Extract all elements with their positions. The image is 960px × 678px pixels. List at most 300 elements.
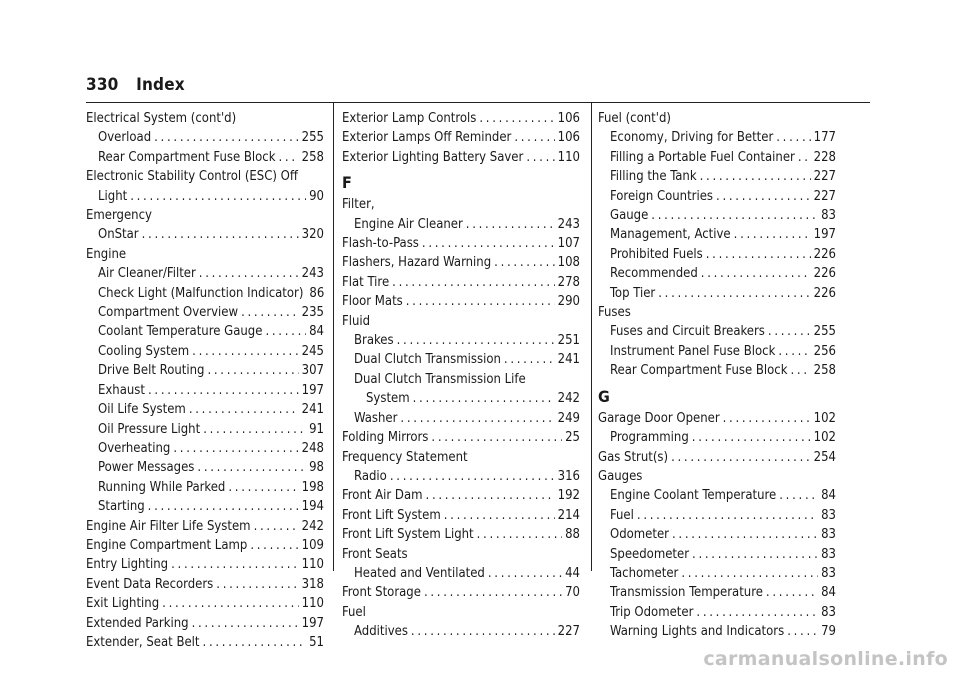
page-reference: 25 <box>565 430 580 446</box>
index-entry <box>86 128 324 147</box>
index-entry <box>86 264 324 283</box>
page-reference: 83 <box>821 546 836 562</box>
dot-leader <box>526 148 554 167</box>
dot-leader <box>700 167 811 186</box>
dot-leader <box>466 215 555 234</box>
index-entry <box>598 525 836 544</box>
page-reference: 245 <box>301 343 324 359</box>
dot-leader <box>397 331 555 350</box>
page-reference: 227 <box>557 624 580 640</box>
index-entry <box>598 506 836 525</box>
entry-label: Additives <box>354 624 408 640</box>
dot-leader <box>413 389 555 408</box>
dot-leader <box>216 575 298 594</box>
dot-leader <box>637 506 818 525</box>
page-reference: 316 <box>557 468 580 484</box>
page-reference: 102 <box>813 410 836 426</box>
index-entry <box>598 245 836 264</box>
page-reference: 91 <box>309 421 324 437</box>
entry-label: Front Storage <box>342 585 421 601</box>
page-reference: 110 <box>301 596 324 612</box>
dot-leader <box>254 517 299 536</box>
index-entry <box>342 409 580 428</box>
entry-label: Oil Pressure Light <box>98 421 201 437</box>
index-entry <box>342 312 580 331</box>
index-entry <box>342 234 580 253</box>
entry-label: Recommended <box>610 266 698 282</box>
index-entry <box>86 225 324 244</box>
dot-leader <box>671 448 811 467</box>
dot-leader <box>701 264 811 283</box>
index-entry <box>342 292 580 311</box>
index-entry <box>342 195 580 214</box>
dot-leader <box>203 420 306 439</box>
index-entry <box>86 439 324 458</box>
entry-label: Engine Air Filter Life System <box>86 518 251 534</box>
index-entry <box>86 517 324 536</box>
dot-leader <box>787 622 818 641</box>
index-entry <box>86 633 324 652</box>
index-entry <box>598 564 836 583</box>
page-reference: 258 <box>301 149 324 165</box>
dot-leader <box>406 292 555 311</box>
dot-leader <box>734 225 811 244</box>
index-entry <box>598 322 836 341</box>
entry-label: Overload <box>98 130 152 146</box>
page-number: 330 <box>86 75 119 95</box>
page-reference: 235 <box>301 305 324 321</box>
dot-leader <box>494 253 555 272</box>
index-entry <box>86 497 324 516</box>
dot-leader <box>197 458 306 477</box>
index-entry <box>86 614 324 633</box>
dot-leader <box>148 381 299 400</box>
dot-leader <box>400 409 554 428</box>
page-reference: 98 <box>309 460 324 476</box>
entry-label: Programming <box>610 430 689 446</box>
entry-label: Prohibited Fuels <box>610 246 703 262</box>
dot-leader <box>279 148 299 167</box>
index-entry <box>598 109 836 128</box>
entry-label: Power Messages <box>98 460 195 476</box>
entry-label: Rear Compartment Fuse Block <box>610 363 788 379</box>
dot-leader <box>692 545 818 564</box>
index-column-1 <box>86 109 324 652</box>
entry-label: Gas Strut(s) <box>598 449 669 465</box>
index-entry <box>598 187 836 206</box>
index-entry <box>598 148 836 167</box>
page-reference: 70 <box>565 585 580 601</box>
index-entry <box>598 467 836 486</box>
page-reference: 84 <box>309 324 324 340</box>
index-entry <box>86 458 324 477</box>
dot-leader <box>173 439 298 458</box>
section-letter: G <box>598 386 610 406</box>
dot-leader <box>192 614 299 633</box>
page-reference: 83 <box>821 604 836 620</box>
dot-leader <box>392 273 555 292</box>
entry-label: Coolant Temperature Gauge <box>98 324 263 340</box>
index-entry <box>342 128 580 147</box>
entry-label: Dual Clutch Transmission Life <box>354 371 526 387</box>
index-entry <box>598 409 836 428</box>
page-reference: 83 <box>821 565 836 581</box>
entry-label: Tachometer <box>610 565 679 581</box>
index-entry <box>86 206 324 225</box>
index-entry <box>598 225 836 244</box>
page-reference: 290 <box>557 294 580 310</box>
index-column-2 <box>342 109 580 642</box>
entry-label: Extender, Seat Belt <box>86 634 200 650</box>
dot-leader <box>651 206 818 225</box>
page-reference: 243 <box>301 266 324 282</box>
index-entry <box>598 206 836 225</box>
dot-leader <box>776 128 810 147</box>
entry-label: Foreign Countries <box>610 188 714 204</box>
index-entry <box>342 622 580 641</box>
page-reference: 44 <box>565 565 580 581</box>
index-entry <box>598 264 836 283</box>
index-entry <box>598 545 836 564</box>
dot-leader <box>766 583 818 602</box>
entry-label: Top Tier <box>610 285 656 301</box>
entry-label: Electronic Stability Control (ESC) Off <box>86 169 298 185</box>
index-entry <box>86 148 324 167</box>
dot-leader <box>692 428 811 447</box>
index-entry <box>342 331 580 350</box>
index-entry <box>86 381 324 400</box>
entry-label: Exterior Lamp Controls <box>342 111 477 126</box>
entry-label: Trip Odometer <box>610 604 694 620</box>
entry-label: Transmission Temperature <box>610 585 763 601</box>
index-entry <box>598 583 836 602</box>
entry-label: System <box>366 391 410 407</box>
entry-label: Compartment Overview <box>98 305 239 321</box>
page-reference: 278 <box>557 274 580 290</box>
entry-label: Heated and Ventilated <box>354 565 485 581</box>
page-reference: 226 <box>813 246 836 262</box>
dot-leader <box>431 428 562 447</box>
entry-label: Speedometer <box>610 546 690 562</box>
dot-leader <box>479 109 554 128</box>
entry-label: Floor Mats <box>342 294 403 310</box>
dot-leader <box>672 525 818 544</box>
page-reference: 256 <box>813 343 836 359</box>
entry-label: Fuses <box>598 305 631 321</box>
dot-leader <box>390 467 555 486</box>
entry-label: Folding Mirrors <box>342 430 429 446</box>
entry-label: Washer <box>354 410 398 426</box>
dot-leader <box>488 564 562 583</box>
entry-label: Light <box>98 188 128 204</box>
dot-leader <box>154 128 299 147</box>
page-reference: 243 <box>557 216 580 232</box>
dot-leader <box>477 525 562 544</box>
entry-label: Front Seats <box>342 546 408 562</box>
entry-label: Flat Tire <box>342 274 390 290</box>
index-entry <box>342 370 580 389</box>
dot-leader <box>192 342 299 361</box>
dot-leader <box>250 536 298 555</box>
page-reference: 90 <box>309 188 324 204</box>
entry-label: Economy, Driving for Better <box>610 130 774 146</box>
page-reference: 307 <box>301 363 324 379</box>
index-entry <box>86 342 324 361</box>
entry-label: Gauge <box>610 208 649 224</box>
index-entry <box>342 273 580 292</box>
page-reference: 198 <box>301 479 324 495</box>
entry-label: Overheating <box>98 440 171 456</box>
dot-leader <box>681 564 818 583</box>
page-reference: 226 <box>813 266 836 282</box>
entry-label: Exterior Lamps Off Reminder <box>342 130 512 146</box>
dot-leader <box>199 264 299 283</box>
page-reference: 107 <box>557 236 580 252</box>
page-reference: 197 <box>301 615 324 631</box>
index-entry <box>86 361 324 380</box>
index-entry <box>86 303 324 322</box>
dot-leader <box>189 400 299 419</box>
dot-leader <box>723 409 811 428</box>
index-entry <box>86 322 324 341</box>
page-reference: 110 <box>557 149 580 165</box>
index-entry <box>86 478 324 497</box>
dot-leader <box>504 350 555 369</box>
page-reference: 241 <box>557 352 580 368</box>
dot-leader <box>444 506 555 525</box>
index-entry <box>598 622 836 641</box>
index-entry <box>342 448 580 467</box>
dot-leader <box>658 284 810 303</box>
page-reference: 83 <box>821 507 836 523</box>
index-entry <box>342 467 580 486</box>
section-letter: F <box>342 173 352 193</box>
page-reference: 106 <box>557 111 580 126</box>
dot-leader <box>424 583 562 602</box>
dot-leader <box>778 342 810 361</box>
entry-label: Fuel <box>342 604 366 620</box>
entry-label: Frequency Statement <box>342 449 468 465</box>
entry-label: Dual Clutch Transmission <box>354 352 501 368</box>
page-header <box>86 75 185 95</box>
entry-label: Flashers, Hazard Warning <box>342 255 492 271</box>
dot-leader <box>716 187 811 206</box>
entry-label: Fuel <box>610 507 634 523</box>
index-entry <box>86 284 324 303</box>
dot-leader <box>411 622 555 641</box>
index-entry <box>342 545 580 564</box>
watermark: carmanualsonline.info <box>703 648 948 670</box>
entry-label: Exit Lighting <box>86 596 160 612</box>
entry-label: Garage Door Opener <box>598 410 720 426</box>
page-reference: 255 <box>813 324 836 340</box>
entry-label: Oil Life System <box>98 402 186 418</box>
dot-leader <box>142 225 299 244</box>
index-entry <box>598 448 836 467</box>
index-entry <box>86 555 324 574</box>
page-title: Index <box>136 75 185 95</box>
page-reference: 227 <box>813 169 836 185</box>
index-entry <box>342 564 580 583</box>
entry-label: Gauges <box>598 468 643 484</box>
entry-label: Engine Compartment Lamp <box>86 537 248 553</box>
entry-label: Exhaust <box>98 382 145 398</box>
entry-label: Front Lift System Light <box>342 527 474 543</box>
dot-leader <box>207 361 298 380</box>
page-reference: 318 <box>301 576 324 592</box>
page-reference: 197 <box>813 227 836 243</box>
page-reference: 227 <box>813 188 836 204</box>
page-reference: 83 <box>821 208 836 224</box>
page-reference: 51 <box>309 634 324 650</box>
entry-label: Front Lift System <box>342 507 441 523</box>
entry-label: Brakes <box>354 333 394 349</box>
page-reference: 255 <box>301 130 324 146</box>
index-entry <box>342 253 580 272</box>
page-reference: 79 <box>821 624 836 640</box>
entry-label: Cooling System <box>98 343 190 359</box>
entry-label: Emergency <box>86 208 152 224</box>
index-entry <box>342 389 580 408</box>
page-reference: 251 <box>557 333 580 349</box>
index-entry <box>342 148 580 167</box>
entry-label: Front Air Dam <box>342 488 423 504</box>
page-reference: 177 <box>813 130 836 146</box>
entry-label: Odometer <box>610 527 669 543</box>
entry-label: Engine <box>86 246 127 262</box>
page-reference: 197 <box>301 382 324 398</box>
index-entry <box>86 575 324 594</box>
column-divider <box>591 103 592 571</box>
page-reference: 226 <box>813 285 836 301</box>
page-reference: 248 <box>301 440 324 456</box>
dot-leader <box>265 322 306 341</box>
entry-label: OnStar <box>98 227 139 243</box>
dot-leader <box>798 148 811 167</box>
index-entry <box>342 603 580 622</box>
entry-label: Fuel (cont'd) <box>598 111 671 126</box>
dot-leader <box>696 603 818 622</box>
index-entry <box>342 486 580 505</box>
entry-label: Running While Parked <box>98 479 226 495</box>
page-reference: 84 <box>821 488 836 504</box>
entry-label: Starting <box>98 499 145 515</box>
page-reference: 249 <box>557 410 580 426</box>
entry-label: Filter, <box>342 197 375 213</box>
page-reference: 106 <box>557 130 580 146</box>
page-reference: 102 <box>813 430 836 446</box>
index-entry <box>86 167 324 186</box>
index-entry <box>86 536 324 555</box>
dot-leader <box>171 555 299 574</box>
page-reference: 228 <box>813 149 836 165</box>
dot-leader <box>241 303 299 322</box>
entry-label: Engine Air Cleaner <box>354 216 463 232</box>
page-reference: 194 <box>301 499 324 515</box>
index-entry <box>598 361 836 380</box>
index-entry <box>342 350 580 369</box>
page-reference: 258 <box>813 363 836 379</box>
dot-leader <box>779 486 818 505</box>
page-reference: 241 <box>301 402 324 418</box>
dot-leader <box>203 633 307 652</box>
page-reference: 84 <box>821 585 836 601</box>
index-entry <box>342 506 580 525</box>
index-entry <box>598 603 836 622</box>
index-entry <box>598 303 836 322</box>
dot-leader <box>514 128 554 147</box>
dot-leader <box>148 497 299 516</box>
page-reference: 242 <box>301 518 324 534</box>
header-rule <box>86 102 870 103</box>
page-reference: 109 <box>301 537 324 553</box>
entry-label: Check Light (Malfunction Indicator) <box>98 285 304 301</box>
index-entry <box>598 428 836 447</box>
index-entry <box>86 594 324 613</box>
page-reference: 242 <box>557 391 580 407</box>
page-reference: 214 <box>557 507 580 523</box>
index-entry <box>598 486 836 505</box>
index-entry <box>86 109 324 128</box>
index-entry <box>86 187 324 206</box>
dot-leader <box>422 234 555 253</box>
dot-leader <box>706 245 811 264</box>
entry-label: Event Data Recorders <box>86 576 214 592</box>
index-entry <box>342 109 580 128</box>
entry-label: Electrical System (cont'd) <box>86 111 237 126</box>
page-reference: 320 <box>301 227 324 243</box>
page-reference: 88 <box>565 527 580 543</box>
entry-label: Filling the Tank <box>610 169 697 185</box>
index-entry <box>86 245 324 264</box>
index-entry <box>342 583 580 602</box>
entry-label: Exterior Lighting Battery Saver <box>342 149 524 165</box>
page-reference: 110 <box>301 557 324 573</box>
entry-label: Engine Coolant Temperature <box>610 488 777 504</box>
dot-leader <box>791 361 811 380</box>
index-entry <box>342 428 580 447</box>
dot-leader <box>130 187 306 206</box>
index-entry <box>598 128 836 147</box>
index-entry <box>598 342 836 361</box>
page-reference: 108 <box>557 255 580 271</box>
dot-leader <box>426 486 555 505</box>
index-entry <box>342 525 580 544</box>
dot-leader <box>768 322 811 341</box>
dot-leader <box>162 594 299 613</box>
entry-label: Instrument Panel Fuse Block <box>610 343 776 359</box>
entry-label: Warning Lights and Indicators <box>610 624 785 640</box>
page-reference: 83 <box>821 527 836 543</box>
entry-label: Flash-to-Pass <box>342 236 419 252</box>
page-reference: 86 <box>309 285 325 301</box>
entry-label: Drive Belt Routing <box>98 363 205 379</box>
entry-label: Air Cleaner/Filter <box>98 266 196 282</box>
index-entry <box>86 420 324 439</box>
entry-label: Entry Lighting <box>86 557 169 573</box>
index-entry <box>86 400 324 419</box>
page-reference: 192 <box>557 488 580 504</box>
entry-label: Fluid <box>342 313 371 329</box>
column-divider <box>333 103 334 571</box>
entry-label: Radio <box>354 468 387 484</box>
index-column-3 <box>598 109 836 642</box>
index-entry <box>598 284 836 303</box>
index-entry <box>598 167 836 186</box>
entry-label: Rear Compartment Fuse Block <box>98 149 276 165</box>
entry-label: Management, Active <box>610 227 731 243</box>
entry-label: Filling a Portable Fuel Container <box>610 149 795 165</box>
